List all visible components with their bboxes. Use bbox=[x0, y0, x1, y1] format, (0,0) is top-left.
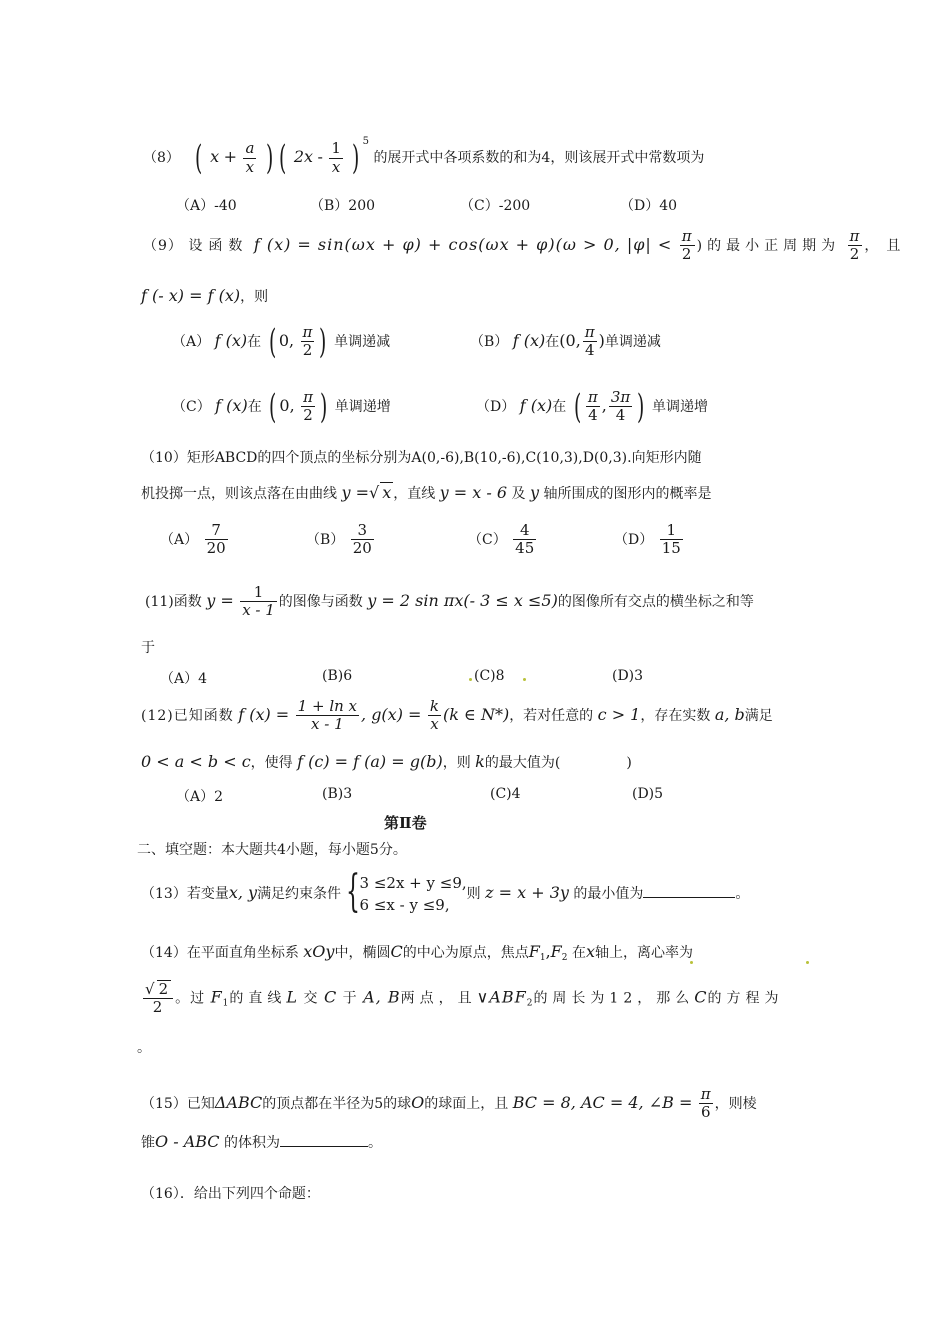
q12-option-a: （A）2 bbox=[176, 789, 224, 805]
question-14 bbox=[141, 942, 693, 964]
q14-text-c: 交 bbox=[303, 990, 319, 1007]
q9-c-f: f (x) bbox=[215, 395, 248, 415]
q9-c-zero: 0, bbox=[279, 395, 295, 415]
q12-option-b: (B)3 bbox=[322, 786, 353, 802]
q10-d-label: （D） bbox=[614, 531, 654, 548]
q13-constraint-system: { 3 ≤2x + y ≤9, 6 ≤x - y ≤9, bbox=[345, 866, 467, 917]
q12-k: k bbox=[475, 752, 485, 771]
q10-option-b bbox=[306, 522, 376, 558]
q14-f1b-sub: 1 bbox=[222, 998, 230, 1009]
q9-period-two: 2 bbox=[849, 245, 861, 264]
q8-x: x bbox=[210, 147, 220, 166]
q9-c-in: 在 bbox=[247, 398, 262, 415]
q12-c-cond: c > 1 bbox=[597, 704, 641, 724]
q15-triangle: ΔABC bbox=[214, 1092, 263, 1112]
q12-option-c: (C)4 bbox=[490, 786, 521, 802]
q10-option-d bbox=[614, 522, 685, 558]
q15-angle-frac bbox=[699, 1086, 713, 1122]
q14-f1: F bbox=[528, 942, 540, 961]
q14-text-d: 于 bbox=[342, 990, 358, 1007]
q9-b-4: 4 bbox=[584, 341, 595, 360]
q12-f-num: 1 + ln x bbox=[297, 697, 358, 715]
q12-option-d: (D)5 bbox=[632, 786, 664, 802]
q9-period bbox=[848, 228, 863, 264]
q9-lead: 设函数 bbox=[188, 237, 249, 254]
q9-function: f (x) = sin(ωx + φ) + cos(ωx + φ)(ω > 0, |φ| < bbox=[253, 234, 673, 254]
q14-number: （14）在平面直角坐标系 bbox=[141, 945, 299, 961]
q9-b-open: (0, bbox=[559, 330, 581, 350]
q11-line2: 于 bbox=[141, 640, 155, 656]
q10-b-label: （B） bbox=[306, 531, 345, 548]
q10-text-c: 及 bbox=[511, 486, 526, 502]
q9-d-label: （D） bbox=[476, 398, 516, 415]
q14-tri-sub: 2 bbox=[526, 998, 534, 1009]
q14-line2 bbox=[141, 980, 784, 1017]
q14-l: L bbox=[286, 987, 299, 1007]
q10-c-label: （C） bbox=[468, 531, 507, 548]
q15-end: 。 bbox=[368, 1135, 382, 1151]
q9-d-3pi: 3π bbox=[610, 388, 631, 406]
q8-frac-1-over-x bbox=[329, 140, 343, 176]
q10-line-eq: y = x - 6 bbox=[439, 483, 508, 502]
q9-d-4b: 4 bbox=[615, 406, 626, 425]
q13-z: z = x + 3y bbox=[485, 883, 569, 902]
q8-option-d: （D）40 bbox=[620, 198, 678, 214]
q11-mid: 的图像与函数 bbox=[278, 593, 363, 610]
q14-text-b: 的直线 bbox=[229, 990, 287, 1007]
q9-two: 2 bbox=[681, 245, 693, 264]
q12-g: , g(x) = bbox=[361, 704, 422, 724]
q15-pyramid: O - ABC bbox=[155, 1132, 220, 1151]
q14-f2-sub: 2 bbox=[561, 953, 568, 963]
q8-plus: + bbox=[223, 147, 237, 166]
q15-pi: π bbox=[700, 1085, 711, 1103]
q11-frac-den: x - 1 bbox=[242, 601, 275, 620]
q10-d-den: 15 bbox=[661, 539, 681, 558]
section-title: 第Ⅱ卷 bbox=[384, 814, 427, 832]
q10-sqrt-x: x bbox=[382, 483, 392, 502]
q8-2x: 2x bbox=[293, 147, 314, 166]
q8-number: （8） bbox=[143, 150, 180, 166]
q12-f-frac bbox=[296, 698, 359, 734]
q11-number: (11)函数 bbox=[145, 593, 202, 610]
q9-d-text: 单调递增 bbox=[652, 398, 708, 415]
q10-text-b: ，直线 bbox=[393, 486, 436, 502]
q10-d-num: 1 bbox=[660, 522, 683, 540]
q9-c-label: （C） bbox=[172, 398, 211, 415]
q11-option-c: (C)8 bbox=[474, 668, 505, 684]
q14-xoy: xOy bbox=[303, 942, 335, 961]
q12-mid2: ，存在实数 bbox=[640, 707, 711, 724]
artifact-dot bbox=[469, 678, 472, 681]
q15-answer-blank[interactable] bbox=[280, 1134, 368, 1147]
q12-tail: 满足 bbox=[744, 707, 773, 724]
q9-d-frac1 bbox=[586, 389, 600, 425]
q9-d-pi: π bbox=[587, 388, 598, 406]
q11-option-d: (D)3 bbox=[612, 668, 644, 684]
q12-mid: ，若对任意的 bbox=[509, 707, 594, 724]
q12-text-d: ，则 bbox=[442, 755, 471, 771]
q8-power: 5 bbox=[362, 136, 369, 147]
q15-number: （15）已知 bbox=[141, 1095, 215, 1112]
q12-text-f: ) bbox=[626, 755, 632, 771]
q12-eq: f (c) = f (a) = g(b) bbox=[297, 752, 443, 771]
q8-option-c: （C）-200 bbox=[460, 198, 531, 214]
q8-frac-a-over-x bbox=[243, 140, 256, 176]
q15-text-a: 锥 bbox=[141, 1135, 155, 1151]
q9-tail: ，且 bbox=[864, 237, 909, 254]
q15-six: 6 bbox=[700, 1103, 711, 1122]
q9-a-f: f (x) bbox=[214, 330, 248, 350]
q9-c-text: 单调递增 bbox=[334, 398, 391, 415]
q15-condition: BC = 8, AC = 4, ∠B = bbox=[512, 1092, 693, 1112]
question-10: （10）矩形ABCD的四个顶点的坐标分别为A(0,-6),B(10,-6),C(10,3),D(0,3).向矩形内随 bbox=[141, 450, 702, 466]
q9-d-frac2 bbox=[609, 389, 632, 425]
q10-option-a bbox=[160, 522, 230, 558]
q14-line3: 。 bbox=[137, 1040, 151, 1056]
q9-d-in: 在 bbox=[552, 398, 567, 415]
q12-f: f (x) = bbox=[238, 704, 290, 724]
q9-a-2: 2 bbox=[302, 341, 313, 360]
q9-b-frac bbox=[583, 324, 597, 360]
q8-option-a: （A）-40 bbox=[176, 198, 237, 214]
q10-c-num: 4 bbox=[513, 522, 536, 540]
q9-line2 bbox=[141, 286, 268, 306]
question-15 bbox=[141, 1086, 757, 1122]
q15-text-b: 的体积为 bbox=[224, 1135, 280, 1151]
q8-frac2-den: x bbox=[331, 157, 341, 176]
q13-xy: x, y bbox=[228, 883, 258, 902]
q9-b-label: （B） bbox=[470, 333, 509, 350]
q9-b-pi: π bbox=[584, 323, 595, 341]
q15-tail: ，则棱 bbox=[714, 1095, 757, 1112]
q12-f-den: x - 1 bbox=[311, 715, 344, 734]
q9-pi: π bbox=[681, 227, 693, 245]
q9-d-comma: , bbox=[601, 395, 607, 415]
q12-ineq: 0 < a < b < c bbox=[141, 752, 251, 771]
q14-c2: C bbox=[323, 987, 338, 1007]
q9-d-f: f (x) bbox=[519, 395, 553, 415]
q8-frac-den: x bbox=[245, 157, 255, 176]
question-8: （8） ( x + $\frac{a}{x}$ ) ( 2x - $\frac{1}{x}$ ) $^5$ 的展开式中各项系数的和为4，则该展开式中常数项为 bbox=[143, 136, 705, 178]
q14-f2: F bbox=[550, 942, 562, 961]
q13-answer-blank[interactable] bbox=[643, 885, 735, 898]
q10-text-d: 轴所围成的图形内的概率是 bbox=[543, 486, 712, 502]
q15-o: O bbox=[411, 1092, 425, 1112]
q14-mid3: 在 bbox=[571, 945, 586, 961]
q11-frac bbox=[240, 584, 277, 620]
q14-sqrt-2: 2 bbox=[158, 980, 170, 998]
q10-b-num: 3 bbox=[351, 522, 374, 540]
q14-den: 2 bbox=[152, 998, 164, 1017]
q13-row1: 3 ≤2x + y ≤9, bbox=[359, 874, 467, 892]
q13-number: （13）若变量 bbox=[141, 886, 229, 902]
question-13 bbox=[141, 866, 750, 917]
artifact-dot bbox=[523, 678, 526, 681]
q14-eccentricity: $\frac{√ 2}{2}$ bbox=[143, 980, 173, 1017]
q14-tail: 轴上，离心率为 bbox=[594, 945, 693, 961]
q10-a-label: （A） bbox=[160, 531, 199, 548]
q14-c: C bbox=[390, 942, 403, 961]
q12-text-b: ，使得 bbox=[250, 755, 293, 771]
q9-then: ，则 bbox=[240, 289, 269, 305]
q9-a-in: 在 bbox=[247, 333, 262, 350]
q14-text-a: 。过 bbox=[175, 990, 206, 1007]
q12-number: (12)已知函数 bbox=[141, 707, 234, 724]
q11-option-a: （A）4 bbox=[160, 671, 208, 687]
q9-c-2: 2 bbox=[303, 406, 313, 425]
q9-a-zero: 0, bbox=[278, 330, 295, 350]
q13-row2: 6 ≤x - y ≤9, bbox=[359, 896, 450, 914]
q13-then: 则 bbox=[466, 886, 481, 902]
q14-ab: A, B bbox=[363, 987, 401, 1007]
q15-mid2: 的球面上，且 bbox=[424, 1095, 509, 1112]
q10-y-eq: y = bbox=[341, 483, 369, 502]
q14-mid: 中，椭圆 bbox=[334, 945, 391, 961]
q9-c-pi: π bbox=[303, 388, 313, 406]
q9-option-b bbox=[470, 324, 661, 360]
q8-frac2-num: 1 bbox=[331, 139, 341, 158]
q9-a-frac bbox=[301, 324, 315, 360]
q12-ab: a, b bbox=[714, 704, 745, 724]
q14-triangle: ∨ABF bbox=[476, 987, 527, 1007]
q15-mid: 的顶点都在半径为5的球 bbox=[262, 1095, 412, 1112]
q10-text-a: 机投掷一点，则该点落在由曲线 bbox=[141, 486, 337, 502]
q9-option-c: （C） f (x)在 ( 0, $\frac{\pi}{2}$ ) 单调递增 bbox=[172, 386, 391, 427]
artifact-dot bbox=[690, 961, 693, 964]
q13-tail: 的最小值为 bbox=[573, 886, 644, 902]
question-12 bbox=[141, 698, 773, 734]
q12-g-num: k bbox=[429, 697, 439, 715]
q9-a-pi: π bbox=[302, 323, 313, 341]
q10-c-den: 45 bbox=[515, 539, 535, 558]
q11-expr: y = 2 sin πx(- 3 ≤ x ≤5) bbox=[367, 590, 558, 610]
question-11 bbox=[145, 584, 754, 620]
q14-f1-sub: 1 bbox=[539, 953, 546, 963]
q11-frac-num: 1 bbox=[240, 584, 277, 602]
q9-frac-pi-2 bbox=[680, 228, 695, 264]
q9-c-frac bbox=[301, 389, 315, 425]
q8-frac-num: a bbox=[245, 139, 255, 158]
q10-option-c bbox=[468, 522, 538, 558]
q13-mid: 满足约束条件 bbox=[257, 886, 342, 902]
question-9 bbox=[143, 228, 908, 264]
q12-text-e: 的最大值为( bbox=[484, 755, 561, 771]
q12-line2 bbox=[141, 752, 632, 772]
q12-g-den: x bbox=[430, 715, 439, 734]
q9-b-text: 单调递减 bbox=[604, 333, 661, 350]
q10-b-den: 20 bbox=[352, 539, 372, 558]
section-intro: 二、填空题：本大题共4小题，每小题5分。 bbox=[137, 842, 407, 858]
q14-comma: , bbox=[545, 942, 551, 961]
q14-text-e: 两点，且 bbox=[400, 990, 477, 1007]
q14-c3: C bbox=[694, 987, 708, 1007]
q9-condition: f (- x) = f (x) bbox=[141, 286, 241, 305]
q11-option-b: (B)6 bbox=[322, 668, 353, 684]
q11-tail: 的图像所有交点的横坐标之和等 bbox=[557, 593, 754, 610]
q13-end: 。 bbox=[735, 886, 750, 902]
q11-y: y = bbox=[206, 590, 234, 610]
q8-minus: - bbox=[317, 147, 323, 166]
question-16: （16）．给出下列四个命题： bbox=[141, 1186, 320, 1202]
q10-a-num: 7 bbox=[205, 522, 228, 540]
q10-y: y bbox=[529, 483, 540, 502]
q9-b-close: ) bbox=[598, 330, 605, 350]
q9-b-f: f (x) bbox=[512, 330, 546, 350]
q9-a-text: 单调递减 bbox=[334, 333, 391, 350]
q8-option-b: （B）200 bbox=[310, 198, 376, 214]
q14-mid2: 的中心为原点，焦点 bbox=[402, 945, 529, 961]
q12-k-cond: (k ∈ N*) bbox=[442, 704, 510, 724]
q9-a-label: （A） bbox=[172, 333, 211, 350]
q10-a-den: 20 bbox=[206, 539, 226, 558]
q9-b-in: 在 bbox=[545, 333, 560, 350]
q9-d-4: 4 bbox=[588, 406, 598, 425]
q12-g-frac bbox=[428, 698, 441, 734]
q10-line2: 机投掷一点，则该点落在由曲线 y =√ x ，直线 y = x - 6 及 y 轴所围成的图形内的概率是 bbox=[141, 483, 712, 502]
q15-line2 bbox=[141, 1132, 382, 1152]
q9-option-d: （D） f (x)在 ( $\frac{\pi}{4}$ , $\frac{3\pi}{4}$ ) 单调递增 bbox=[476, 386, 708, 427]
q14-text-g: 的方程为 bbox=[707, 990, 784, 1007]
q14-f1b: F bbox=[210, 987, 223, 1007]
q9-period-pi: π bbox=[849, 227, 861, 245]
q9-after: )的最小正周期为 bbox=[696, 237, 841, 254]
q8-text: 的展开式中各项系数的和为4，则该展开式中常数项为 bbox=[373, 150, 705, 166]
q9-option-a: （A） f (x)在 ( 0, $\frac{\pi}{2}$ ) 单调递减 bbox=[172, 321, 391, 362]
q14-x: x bbox=[585, 942, 595, 961]
artifact-dot bbox=[806, 961, 809, 964]
q9-number: （9） bbox=[143, 237, 183, 254]
q14-text-f: 的周长为12，那么 bbox=[533, 990, 695, 1007]
